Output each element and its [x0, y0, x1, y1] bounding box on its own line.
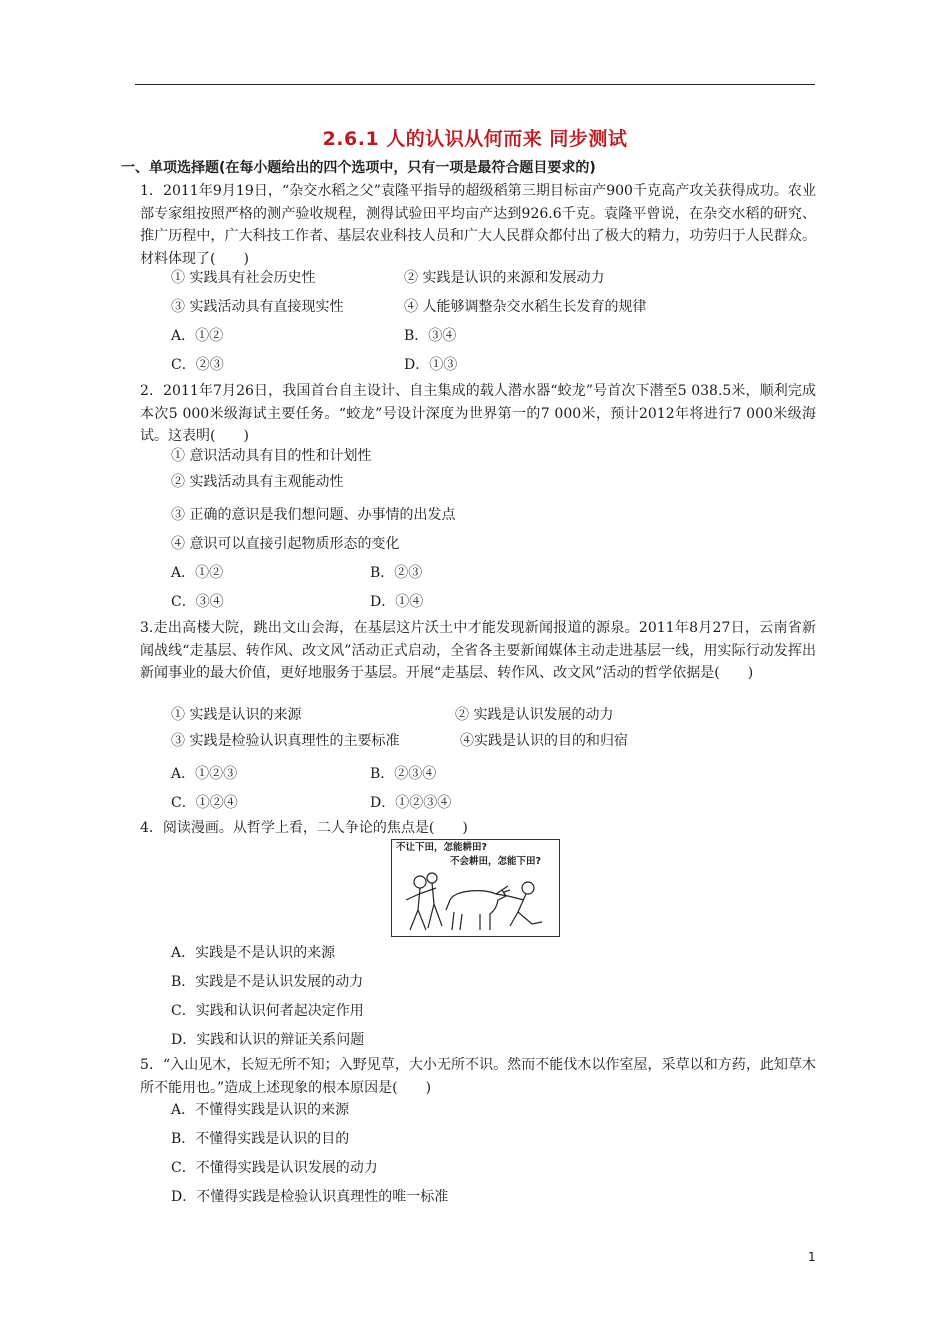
q4-option-c: C．实践和认识何者起决定作用: [171, 1003, 364, 1019]
q3-option-c: C．①②④: [171, 795, 238, 811]
q3-statement-4: ④实践是认识的目的和归宿: [460, 733, 628, 749]
comic-illustration: [391, 839, 560, 937]
comic-drawing: [392, 840, 559, 936]
question-4-stem: 4．阅读漫画。从哲学上看，二人争论的焦点是( ): [140, 820, 468, 836]
q1-statement-1: ① 实践具有社会历史性: [171, 270, 316, 286]
comic-speech-bubble-2: 不会耕田，怎能下田?: [450, 856, 542, 867]
section-heading: 一、单项选择题(在每小题给出的四个选项中，只有一项是最符合题目要求的): [121, 160, 596, 176]
q3-option-a: A．①②③: [171, 766, 238, 782]
q3-statement-3: ③ 实践是检验认识真理性的主要标准: [171, 733, 400, 749]
q4-option-a: A．实践是不是认识的来源: [171, 945, 336, 961]
q2-option-d: D．①④: [370, 594, 424, 610]
q2-statement-4: ④ 意识可以直接引起物质形态的变化: [171, 536, 400, 552]
q2-option-a: A．①②: [171, 565, 224, 581]
q5-option-b: B．不懂得实践是认识的目的: [171, 1131, 350, 1147]
q3-statement-2: ② 实践是认识发展的动力: [455, 707, 614, 723]
q1-option-c: C．②③: [171, 357, 224, 373]
q5-option-a: A．不懂得实践是认识的来源: [171, 1102, 350, 1118]
question-2-stem: 2．2011年7月26日，我国首台自主设计、自主集成的载人潜水器“蛟龙”号首次下潜至5 038.5米，顺利完成本次5 000米级海试主要任务。“蛟龙”号设计深度为世界第一的7 000米，预计2012年将进行7 000米级海试。这表明( ): [140, 383, 816, 444]
header-rule: [135, 84, 815, 85]
q4-option-b: B．实践是不是认识发展的动力: [171, 974, 364, 990]
question-1-stem: 1．2011年9月19日，“杂交水稻之父”袁隆平指导的超级稻第三期目标亩产900千克高产攻关获得成功。农业部专家组按照严格的测产验收规程，测得试验田平均亩产达到926.6千克。袁隆平曾说，在杂交水稻的研究、推广历程中，广大科技工作者、基层农业科技人员和广大人民群众都付出了极大的精力，功劳归于人民群众。材料体现了( ): [140, 183, 816, 267]
q2-option-b: B．②③: [370, 565, 423, 581]
q3-statement-1: ① 实践是认识的来源: [171, 707, 302, 723]
q2-option-c: C．③④: [171, 594, 224, 610]
page-title: 2.6.1 人的认识从何而来 同步测试: [322, 128, 628, 150]
q5-option-c: C．不懂得实践是认识发展的动力: [171, 1160, 378, 1176]
comic-speech-bubble-1: 不让下田，怎能耕田?: [396, 842, 488, 853]
q1-statement-3: ③ 实践活动具有直接现实性: [171, 299, 344, 315]
page-number: 1: [808, 1250, 816, 1264]
q1-statement-4: ④ 人能够调整杂交水稻生长发育的规律: [404, 299, 647, 315]
q4-option-d: D．实践和认识的辩证关系问题: [171, 1032, 365, 1048]
q5-option-d: D．不懂得实践是检验认识真理性的唯一标准: [171, 1189, 449, 1205]
q1-option-b: B．③④: [404, 328, 457, 344]
q2-statement-2: ② 实践活动具有主观能动性: [171, 474, 344, 490]
q1-option-a: A．①②: [171, 328, 224, 344]
q1-statement-2: ② 实践是认识的来源和发展动力: [404, 270, 605, 286]
question-5-stem: 5．“入山见木，长短无所不知；入野见草，大小无所不识。然而不能伐木以作室屋，采草以和方药，此知草木所不能用也。”造成上述现象的根本原因是( ): [140, 1057, 816, 1096]
q3-option-d: D．①②③④: [370, 795, 452, 811]
q3-option-b: B．②③④: [370, 766, 437, 782]
q1-option-d: D．①③: [404, 357, 458, 373]
q2-statement-1: ① 意识活动具有目的性和计划性: [171, 448, 372, 464]
question-3-stem: 3.走出高楼大院，跳出文山会海，在基层这片沃土中才能发现新闻报道的源泉。2011年8月27日，云南省新闻战线“走基层、转作风、改文风”活动正式启动，全省各主要新闻媒体主动走进基层一线，用实际行动发挥出新闻事业的最大价值，更好地服务于基层。开展“走基层、转作风、改文风”活动的哲学依据是( ): [140, 620, 816, 681]
q2-statement-3: ③ 正确的意识是我们想问题、办事情的出发点: [171, 507, 456, 523]
